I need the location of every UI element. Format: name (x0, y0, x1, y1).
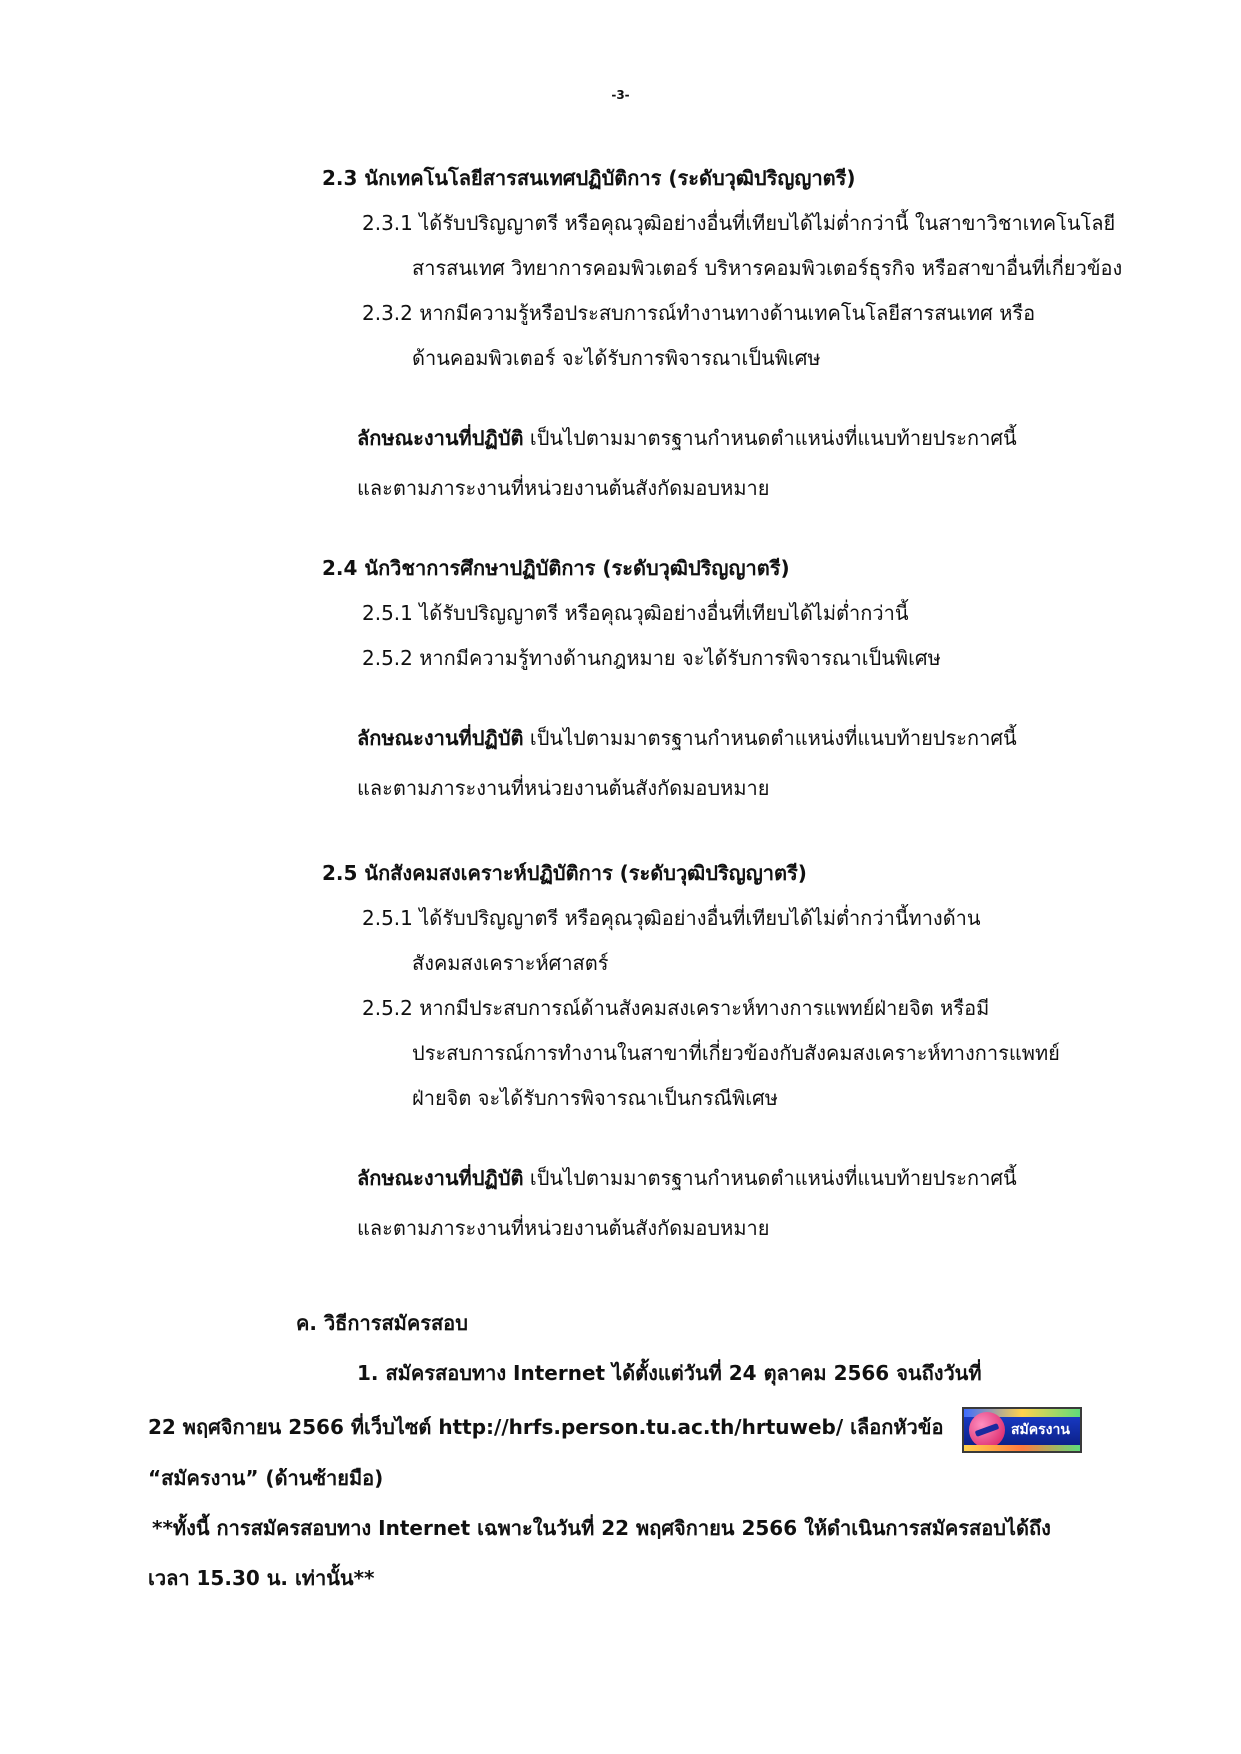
page-number: -3- (611, 88, 630, 102)
duty-text: เป็นไปตามมาตรฐานกำหนดตำแหน่งที่แนบท้ายประกาศนี้ (523, 726, 1017, 750)
apply-icon (969, 1412, 1005, 1448)
section-2-3-item-1-line-2: สารสนเทศ วิทยาการคอมพิวเตอร์ บริหารคอมพิวเตอร์ธุรกิจ หรือสาขาอื่นที่เกี่ยวข้อง (412, 256, 1123, 280)
section-2-4-heading: 2.4 นักวิชาการศึกษาปฏิบัติการ (ระดับวุฒิปริญญาตรี) (322, 556, 790, 580)
section-2-5-duty-line-1 (357, 1163, 1017, 1193)
section-2-3-duty-line-2: และตามภาระงานที่หน่วยงานต้นสังกัดมอบหมาย (357, 476, 770, 500)
section-2-5-item-1-line-2: สังคมสงเคราะห์ศาสตร์ (412, 951, 609, 975)
section-2-5-duty-line-2: และตามภาระงานที่หน่วยงานต้นสังกัดมอบหมาย (357, 1216, 770, 1240)
section-2-4-item-2: 2.5.2 หากมีความรู้ทางด้านกฎหมาย จะได้รับการพิจารณาเป็นพิเศษ (362, 646, 941, 670)
duty-text: เป็นไปตามมาตรฐานกำหนดตำแหน่งที่แนบท้ายประกาศนี้ (523, 1166, 1017, 1190)
section-2-5-item-2-line-3: ฝ่ายจิต จะได้รับการพิจารณาเป็นกรณีพิเศษ (412, 1086, 778, 1110)
section-2-3-item-2-line-2: ด้านคอมพิวเตอร์ จะได้รับการพิจารณาเป็นพิเศษ (412, 346, 821, 370)
section-2-5-heading: 2.5 นักสังคมสงเคราะห์ปฏิบัติการ (ระดับวุฒิปริญญาตรี) (322, 861, 807, 885)
duty-label: ลักษณะงานที่ปฏิบัติ (357, 1166, 524, 1190)
section-2-5-item-2-line-1: 2.5.2 หากมีประสบการณ์ด้านสังคมสงเคราะห์ทางการแพทย์ฝ่ายจิต หรือมี (362, 996, 990, 1020)
apply-heading: ค. วิธีการสมัครสอบ (296, 1311, 468, 1335)
apply-line-3: “สมัครงาน” (ด้านซ้ายมือ) (148, 1466, 384, 1490)
section-2-3-item-2-line-1: 2.3.2 หากมีความรู้หรือประสบการณ์ทำงานทางด้านเทคโนโลยีสารสนเทศ หรือ (362, 301, 1036, 325)
duty-label: ลักษณะงานที่ปฏิบัติ (357, 426, 524, 450)
section-2-3-item-1-line-1: 2.3.1 ได้รับปริญญาตรี หรือคุณวุฒิอย่างอื่นที่เทียบได้ไม่ต่ำกว่านี้ ในสาขาวิชาเทคโนโลยี (362, 211, 1116, 235)
apply-line-2: 22 พฤศจิกายน 2566 ที่เว็บไซต์ http://hrfs.person.tu.ac.th/hrtuweb/ เลือกหัวข้อ (148, 1415, 944, 1439)
duty-text: เป็นไปตามมาตรฐานกำหนดตำแหน่งที่แนบท้ายประกาศนี้ (523, 426, 1017, 450)
section-2-5-item-2-line-2: ประสบการณ์การทำงานในสาขาที่เกี่ยวข้องกับสังคมสงเคราะห์ทางการแพทย์ (412, 1041, 1060, 1065)
section-2-3-heading: 2.3 นักเทคโนโลยีสารสนเทศปฏิบัติการ (ระดับวุฒิปริญญาตรี) (322, 166, 856, 190)
apply-button-label: สมัครงาน (1011, 1422, 1070, 1438)
duty-label: ลักษณะงานที่ปฏิบัติ (357, 726, 524, 750)
section-2-4-duty-line-2: และตามภาระงานที่หน่วยงานต้นสังกัดมอบหมาย (357, 776, 770, 800)
apply-line-1: 1. สมัครสอบทาง Internet ได้ตั้งแต่วันที่ 24 ตุลาคม 2566 จนถึงวันที่ (357, 1361, 982, 1385)
section-2-5-item-1-line-1: 2.5.1 ได้รับปริญญาตรี หรือคุณวุฒิอย่างอื่นที่เทียบได้ไม่ต่ำกว่านี้ทางด้าน (362, 906, 981, 930)
section-2-4-item-1: 2.5.1 ได้รับปริญญาตรี หรือคุณวุฒิอย่างอื่นที่เทียบได้ไม่ต่ำกว่านี้ (362, 601, 909, 625)
apply-note-line-2: เวลา 15.30 น. เท่านั้น** (148, 1566, 375, 1590)
section-2-4-duty-line-1 (357, 723, 1017, 753)
section-2-3-duty-line-1 (357, 423, 1017, 453)
apply-note-line-1: **ทั้งนี้ การสมัครสอบทาง Internet เฉพาะในวันที่ 22 พฤศจิกายน 2566 ให้ดำเนินการสมัครสอบได้ถึง (152, 1516, 1051, 1540)
apply-button[interactable] (962, 1407, 1082, 1453)
